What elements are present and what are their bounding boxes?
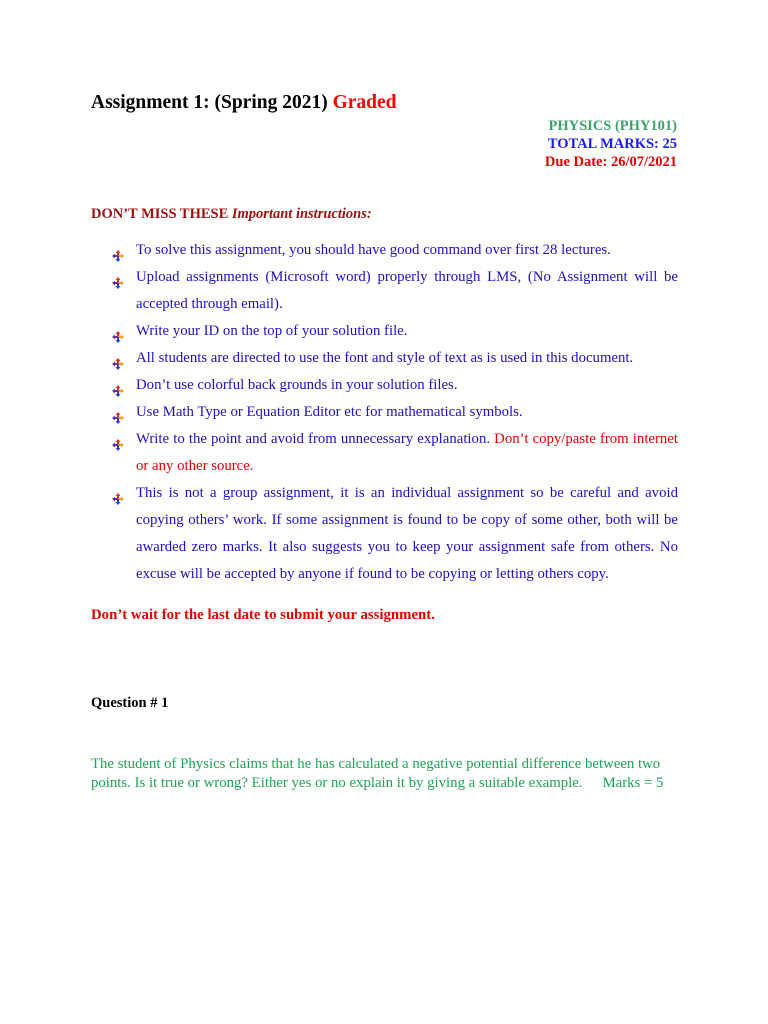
arrow-bullet-icon <box>112 488 124 500</box>
instruction-item <box>112 480 678 588</box>
instructions-heading-bold: DON’T MISS THESE <box>91 206 229 222</box>
instruction-text: Use Math Type or Equation Editor etc for mathematical symbols. <box>136 404 523 420</box>
instructions-heading <box>91 206 372 223</box>
course-code: PHYSICS (PHY101) <box>548 118 677 134</box>
assignment-title-text: Assignment 1: (Spring 2021) <box>91 92 328 113</box>
arrow-bullet-icon <box>112 407 124 419</box>
instruction-item <box>112 264 678 318</box>
instruction-text: This is not a group assignment, it is an individual assignment so be careful and avoid copying others’ work. If some assignment is found to be copy of some other, both will be awarded zero marks. It also suggests you to keep your assignment safe from others. No excuse will be accepted by anyone if found to be copying or letting others copy. <box>136 485 678 582</box>
due-date: Due Date: 26/07/2021 <box>544 154 677 170</box>
instruction-warning-text: Don’t copy/paste from internet or any other source. <box>136 431 678 474</box>
assignment-title <box>91 92 397 114</box>
question-heading: Question # 1 <box>91 695 169 711</box>
arrow-bullet-icon <box>112 326 124 338</box>
instruction-text: All students are directed to use the font and style of text as is used in this document. <box>136 350 634 366</box>
instruction-text: Write your ID on the top of your solution file. <box>136 323 408 339</box>
instruction-item <box>112 237 678 264</box>
instruction-item <box>112 372 678 399</box>
instruction-text: Upload assignments (Microsoft word) properly through LMS, (No Assignment will be accepted through email). <box>136 269 678 312</box>
instruction-text: Write to the point and avoid from unnecessary explanation. <box>136 431 491 447</box>
arrow-bullet-icon <box>112 272 124 284</box>
instruction-item <box>112 426 678 480</box>
arrow-bullet-icon <box>112 434 124 446</box>
instruction-item <box>112 318 678 345</box>
arrow-bullet-icon <box>112 380 124 392</box>
instruction-item <box>112 345 678 372</box>
course-meta <box>545 117 677 171</box>
question-marks: Marks = 5 <box>602 775 664 791</box>
instructions-list <box>112 237 678 588</box>
question-text: The student of Physics claims that he has calculated a negative potential difference between two points. Is it true or wrong? Either yes or no explain it by giving a suitable example. <box>91 756 661 791</box>
instruction-text: To solve this assignment, you should have good command over first 28 lectures. <box>136 242 611 258</box>
total-marks: TOTAL MARKS: 25 <box>547 136 677 152</box>
arrow-bullet-icon <box>112 245 124 257</box>
question-text-block <box>91 755 681 793</box>
instruction-item <box>112 399 678 426</box>
submission-reminder: Don’t wait for the last date to submit your assignment. <box>91 607 435 623</box>
arrow-bullet-icon <box>112 353 124 365</box>
instructions-heading-italic: Important instructions: <box>231 206 372 222</box>
graded-label: Graded <box>332 92 397 113</box>
instruction-text: Don’t use colorful back grounds in your solution files. <box>136 377 458 393</box>
